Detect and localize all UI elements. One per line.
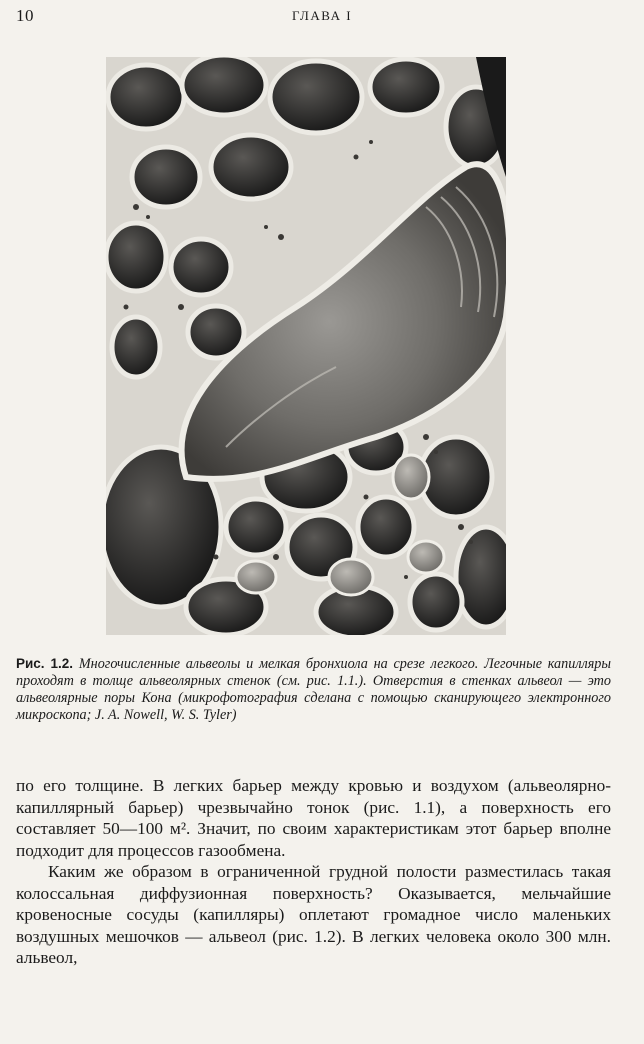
paragraph-2: Каким же образом в ограниченной грудной полости разместилась такая колоссальная диффузионная поверхность? Оказывается, мельчайшие кровеносные сосуды (капилляры) оплетают громадное число маленьких воздушных мешочков — альвеол (рис. 1.2). В легких человека около 300 млн. альвеол, bbox=[16, 862, 611, 967]
figure-caption bbox=[16, 655, 611, 724]
paragraph-1: по его толщине. В легких барьер между кровью и воздухом (альвеолярно-капиллярный барьер) чрезвычайно тонок (рис. 1.1), а поверхность его составляет 50—100 м². Значит, по своим характеристикам этот барьер вполне подходит для процессов газообмена. bbox=[16, 776, 611, 860]
page-number: 10 bbox=[16, 6, 34, 25]
body-text bbox=[16, 775, 611, 969]
chapter-header: ГЛАВА I bbox=[291, 8, 353, 23]
caption-text: Многочисленные альвеолы и мелкая бронхиола на срезе легкого. Легочные капилляры проходят в толще альвеолярных стенок (см. рис. 1.1.). Отверстия в стенках альвеол — это альвеолярные поры Кона (микрофотография сделана с помощью сканирующего электронного микроскопа; J. A. Nowell, W. S. Tyler) bbox=[16, 656, 611, 723]
micrograph-image bbox=[106, 57, 506, 635]
caption-label: Рис. 1.2. bbox=[16, 656, 74, 671]
micrograph-figure bbox=[106, 57, 506, 635]
